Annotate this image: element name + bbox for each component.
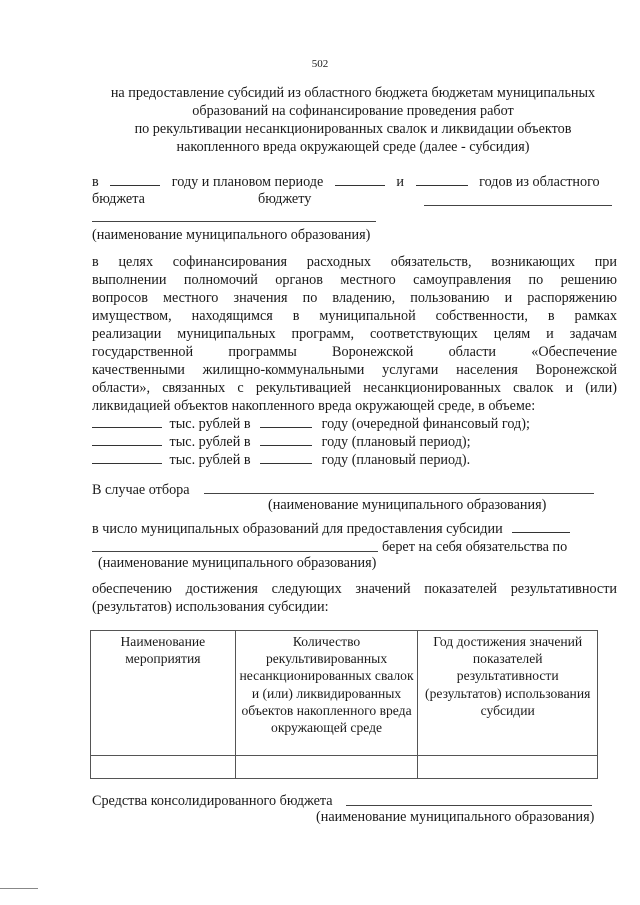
title-line: образований на софинансирование проведения работ xyxy=(192,103,514,119)
title-line: по рекультивации несанкционированных свалок и ликвидации объектов xyxy=(134,121,572,137)
paragraph-line: вопросов местного значения по владению, пользованию и распоряжению xyxy=(92,290,617,306)
blank-line xyxy=(424,205,612,206)
blank-field xyxy=(335,173,385,186)
blank-field xyxy=(260,451,312,464)
budget-word: бюджету xyxy=(258,191,312,207)
blank-line xyxy=(204,493,594,494)
blank-field xyxy=(512,520,570,533)
table-cell xyxy=(418,756,598,779)
indicators-table xyxy=(90,630,598,779)
margin-mark xyxy=(0,888,38,889)
consolidated-caption: (наименование муниципального образования) xyxy=(316,809,595,825)
paragraph-line: качественными жилищно-коммунальными услугами населения Воронежской xyxy=(92,362,617,378)
blank-line xyxy=(346,805,592,806)
header-cell: Наименование мероприятия xyxy=(91,631,236,756)
table-cell xyxy=(235,756,418,779)
paragraph-line: имуществом, находящимся в муниципальной собственности, в рамках xyxy=(92,308,617,324)
purpose-paragraph xyxy=(92,253,617,415)
blank-line xyxy=(92,221,376,222)
selection-caption: (наименование муниципального образования) xyxy=(268,497,547,513)
blank-field xyxy=(260,433,312,446)
blank-field xyxy=(92,433,162,446)
amount-line: тыс. рублей в году (очередной финансовый год); xyxy=(92,415,530,433)
header-cell: Количество рекультивированных несанкционированных свалок и (или) ликвидированных объектов накопленного вреда окружающей среде xyxy=(235,631,418,756)
blank-line xyxy=(92,551,378,552)
amount-line: тыс. рублей в году (плановый период); xyxy=(92,433,471,451)
blank-field xyxy=(110,173,160,186)
title-line: накопленного вреда окружающей среде (далее - субсидия) xyxy=(176,139,530,155)
paragraph-line: (результатов) использования субсидии: xyxy=(92,599,329,615)
period-line: в году и плановом периоде и годов из областного xyxy=(92,174,600,190)
municipality-caption: (наименование муниципального образования) xyxy=(92,227,371,243)
table-cell xyxy=(91,756,236,779)
blank-field xyxy=(92,451,162,464)
obligation-paragraph xyxy=(92,580,617,616)
consolidated-prefix: Средства консолидированного бюджета xyxy=(92,793,333,809)
header-cell: Год достижения значений показателей результативности (результатов) использования субсидии xyxy=(418,631,598,756)
table-row xyxy=(91,756,598,779)
selection-line: в число муниципальных образований для предоставления субсидии xyxy=(92,520,570,538)
paragraph-line: государственной программы Воронежской области «Обеспечение xyxy=(92,344,617,360)
paragraph-line: обеспечению достижения следующих значений показателей результативности xyxy=(92,581,617,597)
page-number: 502 xyxy=(311,58,329,70)
paragraph-line: ликвидацией объектов накопленного вреда окружающей среде, в объеме: xyxy=(92,398,536,414)
title-line: на предоставление субсидий из областного бюджета бюджетам муниципальных xyxy=(110,85,596,101)
blank-field xyxy=(416,173,468,186)
budget-word: бюджета xyxy=(92,191,145,207)
document-title xyxy=(88,84,618,156)
selection-caption: (наименование муниципального образования) xyxy=(98,555,377,571)
paragraph-line: области», связанных с рекультивацией несанкционированных свалок и (или) xyxy=(92,380,617,396)
paragraph-line: в целях софинансирования расходных обязательств, возникающих при xyxy=(92,254,617,270)
blank-field xyxy=(92,415,162,428)
selection-obligation: берет на себя обязательства по xyxy=(382,539,568,555)
blank-field xyxy=(260,415,312,428)
table-header-row xyxy=(91,631,598,756)
paragraph-line: реализации муниципальных программ, соответствующих целям и задачам xyxy=(92,326,617,342)
amount-line: тыс. рублей в году (плановый период). xyxy=(92,451,470,469)
selection-prefix: В случае отбора xyxy=(92,482,190,498)
paragraph-line: выполнении полномочий органов местного самоуправления по решению xyxy=(92,272,617,288)
